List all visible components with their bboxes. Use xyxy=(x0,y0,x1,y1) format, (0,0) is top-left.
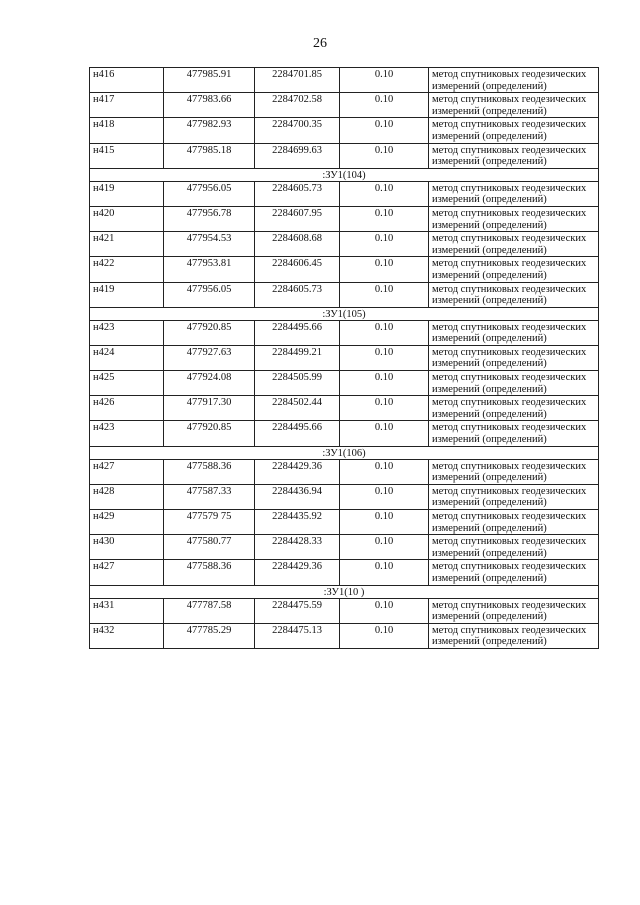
y-coordinate-cell: 2284700.35 xyxy=(255,118,340,143)
y-coordinate-cell: 2284499.21 xyxy=(255,345,340,370)
accuracy-cell: 0.10 xyxy=(340,93,429,118)
x-coordinate-cell: 477985.91 xyxy=(164,68,255,93)
table-row xyxy=(90,257,599,282)
x-coordinate-cell: 477920.85 xyxy=(164,320,255,345)
point-name-cell: н423 xyxy=(90,421,164,446)
point-name-cell: н417 xyxy=(90,93,164,118)
y-coordinate-cell: 2284608.68 xyxy=(255,232,340,257)
method-cell: метод спутниковых геодезических измерений (определений) xyxy=(429,232,599,257)
accuracy-cell: 0.10 xyxy=(340,623,429,648)
table-row xyxy=(90,118,599,143)
x-coordinate-cell: 477983.66 xyxy=(164,93,255,118)
x-coordinate-cell: 477580.77 xyxy=(164,535,255,560)
x-coordinate-cell: 477954.53 xyxy=(164,232,255,257)
accuracy-cell: 0.10 xyxy=(340,232,429,257)
section-label: :ЗУ1(106) xyxy=(90,446,599,459)
x-coordinate-cell: 477924.08 xyxy=(164,371,255,396)
y-coordinate-cell: 2284701.85 xyxy=(255,68,340,93)
y-coordinate-cell: 2284702.58 xyxy=(255,93,340,118)
accuracy-cell: 0.10 xyxy=(340,257,429,282)
point-name-cell: н431 xyxy=(90,598,164,623)
table-row xyxy=(90,459,599,484)
method-cell: метод спутниковых геодезических измерений (определений) xyxy=(429,510,599,535)
section-row xyxy=(90,585,599,598)
point-name-cell: н422 xyxy=(90,257,164,282)
table-row xyxy=(90,68,599,93)
method-cell: метод спутниковых геодезических измерений (определений) xyxy=(429,459,599,484)
point-name-cell: н429 xyxy=(90,510,164,535)
point-name-cell: н419 xyxy=(90,181,164,206)
accuracy-cell: 0.10 xyxy=(340,510,429,535)
accuracy-cell: 0.10 xyxy=(340,118,429,143)
method-cell: метод спутниковых геодезических измерений (определений) xyxy=(429,68,599,93)
y-coordinate-cell: 2284429.36 xyxy=(255,459,340,484)
method-cell: метод спутниковых геодезических измерений (определений) xyxy=(429,623,599,648)
y-coordinate-cell: 2284605.73 xyxy=(255,282,340,307)
table-row xyxy=(90,345,599,370)
y-coordinate-cell: 2284435.92 xyxy=(255,510,340,535)
method-cell: метод спутниковых геодезических измерений (определений) xyxy=(429,396,599,421)
y-coordinate-cell: 2284605.73 xyxy=(255,181,340,206)
accuracy-cell: 0.10 xyxy=(340,282,429,307)
x-coordinate-cell: 477956.78 xyxy=(164,206,255,231)
point-name-cell: н419 xyxy=(90,282,164,307)
y-coordinate-cell: 2284606.45 xyxy=(255,257,340,282)
x-coordinate-cell: 477917.30 xyxy=(164,396,255,421)
page-number: 26 xyxy=(313,36,327,51)
accuracy-cell: 0.10 xyxy=(340,371,429,396)
x-coordinate-cell: 477785.29 xyxy=(164,623,255,648)
section-label: :ЗУ1(10 ) xyxy=(90,585,599,598)
table-row xyxy=(90,371,599,396)
y-coordinate-cell: 2284495.66 xyxy=(255,421,340,446)
table-row xyxy=(90,93,599,118)
y-coordinate-cell: 2284502.44 xyxy=(255,396,340,421)
table-row xyxy=(90,484,599,509)
x-coordinate-cell: 477579 75 xyxy=(164,510,255,535)
y-coordinate-cell: 2284429.36 xyxy=(255,560,340,585)
point-name-cell: н424 xyxy=(90,345,164,370)
y-coordinate-cell: 2284475.59 xyxy=(255,598,340,623)
table-row xyxy=(90,421,599,446)
section-label: :ЗУ1(104) xyxy=(90,168,599,181)
x-coordinate-cell: 477587.33 xyxy=(164,484,255,509)
table-row xyxy=(90,560,599,585)
x-coordinate-cell: 477588.36 xyxy=(164,459,255,484)
point-name-cell: н425 xyxy=(90,371,164,396)
section-label: :ЗУ1(105) xyxy=(90,307,599,320)
section-row xyxy=(90,307,599,320)
x-coordinate-cell: 477920.85 xyxy=(164,421,255,446)
point-name-cell: н423 xyxy=(90,320,164,345)
table-row xyxy=(90,320,599,345)
point-name-cell: н420 xyxy=(90,206,164,231)
point-name-cell: н416 xyxy=(90,68,164,93)
x-coordinate-cell: 477953.81 xyxy=(164,257,255,282)
x-coordinate-cell: 477956.05 xyxy=(164,181,255,206)
point-name-cell: н432 xyxy=(90,623,164,648)
method-cell: метод спутниковых геодезических измерений (определений) xyxy=(429,282,599,307)
point-name-cell: н428 xyxy=(90,484,164,509)
point-name-cell: н418 xyxy=(90,118,164,143)
method-cell: метод спутниковых геодезических измерений (определений) xyxy=(429,560,599,585)
method-cell: метод спутниковых геодезических измерений (определений) xyxy=(429,598,599,623)
table-row xyxy=(90,206,599,231)
method-cell: метод спутниковых геодезических измерений (определений) xyxy=(429,320,599,345)
section-row xyxy=(90,446,599,459)
table-row xyxy=(90,598,599,623)
table-row xyxy=(90,181,599,206)
method-cell: метод спутниковых геодезических измерений (определений) xyxy=(429,181,599,206)
y-coordinate-cell: 2284607.95 xyxy=(255,206,340,231)
coordinates-table xyxy=(89,67,599,649)
y-coordinate-cell: 2284699.63 xyxy=(255,143,340,168)
method-cell: метод спутниковых геодезических измерений (определений) xyxy=(429,143,599,168)
accuracy-cell: 0.10 xyxy=(340,143,429,168)
accuracy-cell: 0.10 xyxy=(340,396,429,421)
accuracy-cell: 0.10 xyxy=(340,560,429,585)
method-cell: метод спутниковых геодезических измерений (определений) xyxy=(429,535,599,560)
accuracy-cell: 0.10 xyxy=(340,206,429,231)
table-row xyxy=(90,143,599,168)
accuracy-cell: 0.10 xyxy=(340,598,429,623)
point-name-cell: н427 xyxy=(90,560,164,585)
point-name-cell: н415 xyxy=(90,143,164,168)
point-name-cell: н430 xyxy=(90,535,164,560)
method-cell: метод спутниковых геодезических измерений (определений) xyxy=(429,371,599,396)
y-coordinate-cell: 2284495.66 xyxy=(255,320,340,345)
method-cell: метод спутниковых геодезических измерений (определений) xyxy=(429,345,599,370)
table-row xyxy=(90,510,599,535)
x-coordinate-cell: 477787.58 xyxy=(164,598,255,623)
method-cell: метод спутниковых геодезических измерений (определений) xyxy=(429,421,599,446)
accuracy-cell: 0.10 xyxy=(340,484,429,509)
method-cell: метод спутниковых геодезических измерений (определений) xyxy=(429,118,599,143)
point-name-cell: н427 xyxy=(90,459,164,484)
x-coordinate-cell: 477956.05 xyxy=(164,282,255,307)
x-coordinate-cell: 477927.63 xyxy=(164,345,255,370)
method-cell: метод спутниковых геодезических измерений (определений) xyxy=(429,484,599,509)
method-cell: метод спутниковых геодезических измерений (определений) xyxy=(429,206,599,231)
accuracy-cell: 0.10 xyxy=(340,68,429,93)
table-row xyxy=(90,232,599,257)
y-coordinate-cell: 2284428.33 xyxy=(255,535,340,560)
point-name-cell: н421 xyxy=(90,232,164,257)
y-coordinate-cell: 2284505.99 xyxy=(255,371,340,396)
table-row xyxy=(90,282,599,307)
accuracy-cell: 0.10 xyxy=(340,535,429,560)
x-coordinate-cell: 477985.18 xyxy=(164,143,255,168)
table-row xyxy=(90,396,599,421)
section-row xyxy=(90,168,599,181)
table-row xyxy=(90,623,599,648)
accuracy-cell: 0.10 xyxy=(340,421,429,446)
y-coordinate-cell: 2284475.13 xyxy=(255,623,340,648)
accuracy-cell: 0.10 xyxy=(340,181,429,206)
coordinates-table-body xyxy=(90,68,599,649)
table-row xyxy=(90,535,599,560)
method-cell: метод спутниковых геодезических измерений (определений) xyxy=(429,93,599,118)
point-name-cell: н426 xyxy=(90,396,164,421)
accuracy-cell: 0.10 xyxy=(340,345,429,370)
accuracy-cell: 0.10 xyxy=(340,320,429,345)
method-cell: метод спутниковых геодезических измерений (определений) xyxy=(429,257,599,282)
accuracy-cell: 0.10 xyxy=(340,459,429,484)
x-coordinate-cell: 477588.36 xyxy=(164,560,255,585)
y-coordinate-cell: 2284436.94 xyxy=(255,484,340,509)
x-coordinate-cell: 477982.93 xyxy=(164,118,255,143)
